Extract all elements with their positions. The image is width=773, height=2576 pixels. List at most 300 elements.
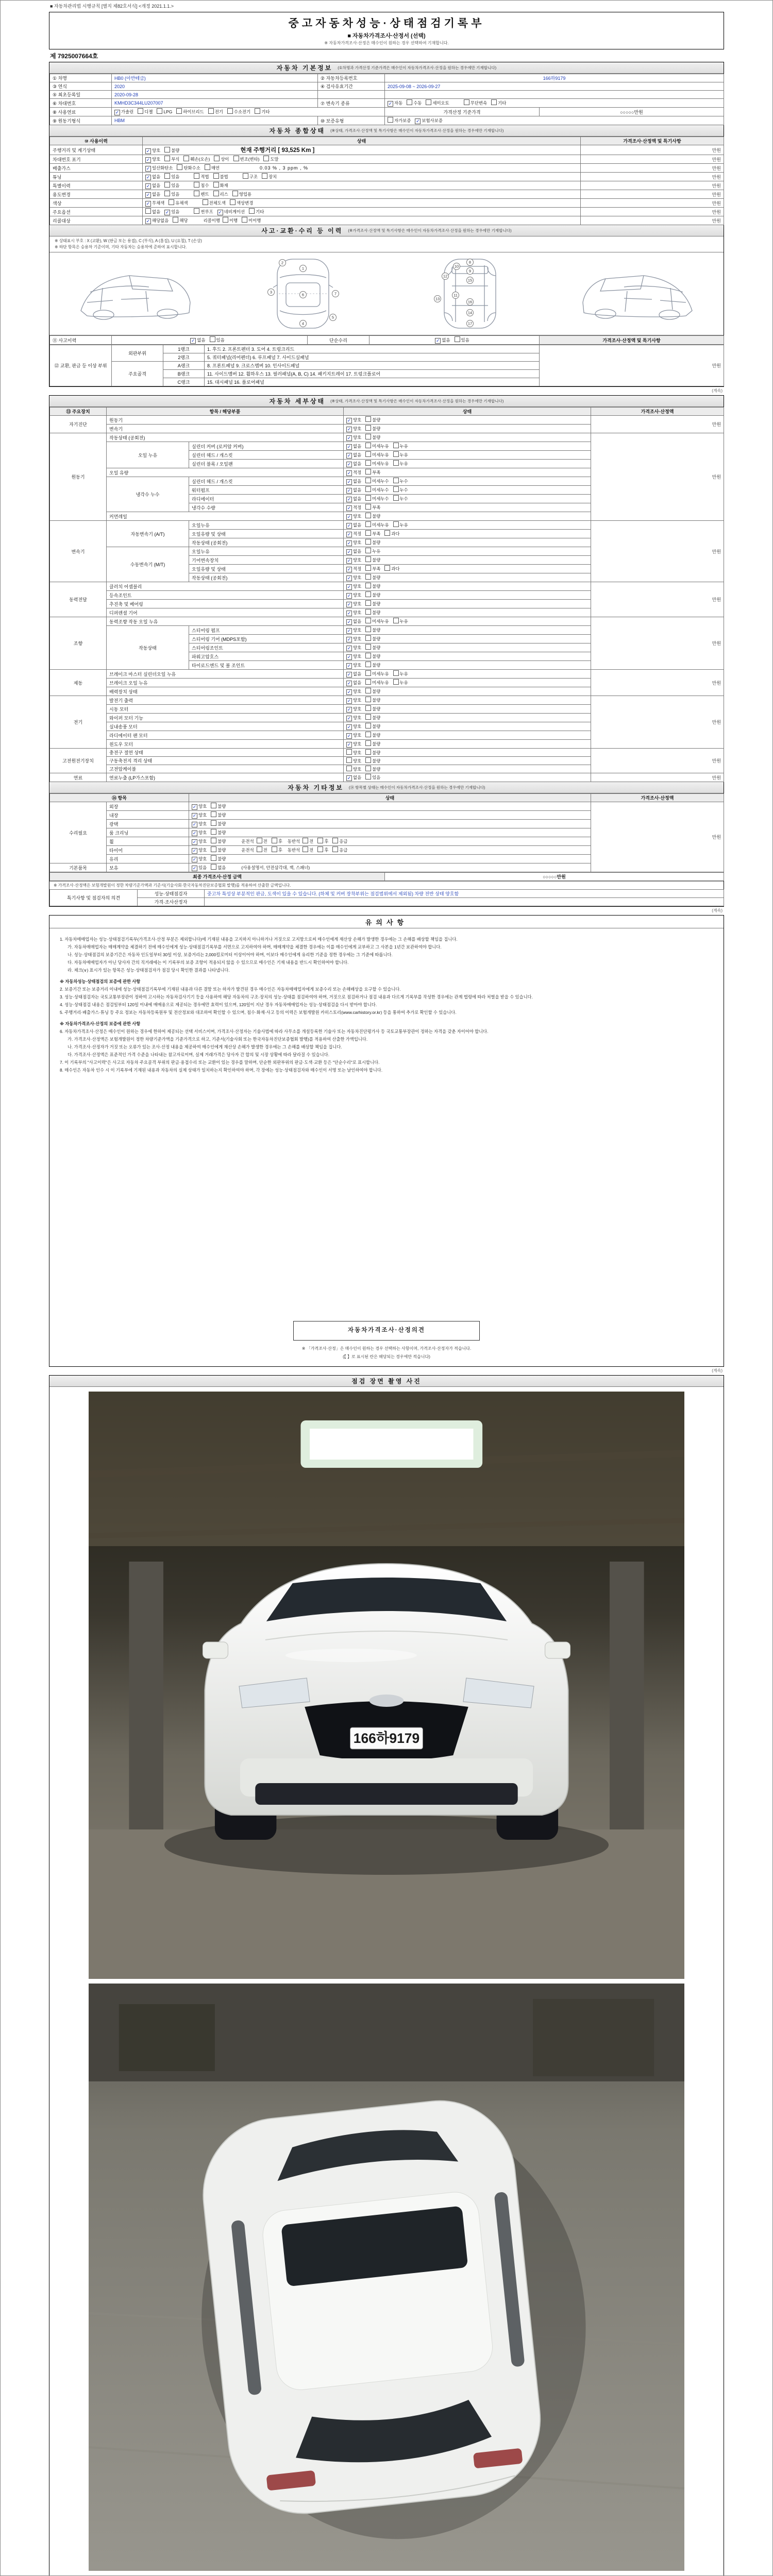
checkbox-box-icon[interactable]: ✓ <box>347 681 351 686</box>
checkbox-box-icon[interactable] <box>365 688 371 693</box>
checkbox-자동[interactable] <box>388 100 402 107</box>
checkbox-box-icon[interactable]: ✓ <box>347 628 351 634</box>
checkbox-box-icon[interactable]: ✓ <box>388 101 393 106</box>
checkbox-box-icon[interactable]: ✓ <box>347 619 351 625</box>
checkbox-box-icon[interactable]: ✓ <box>347 514 351 520</box>
checkbox-box-icon[interactable] <box>183 156 189 161</box>
checkbox-없음[interactable] <box>346 522 361 529</box>
checkbox-없음[interactable] <box>346 478 361 485</box>
checkbox-box-icon[interactable]: ✓ <box>347 637 351 642</box>
checkbox-box-icon[interactable] <box>393 451 399 457</box>
checkbox-box-icon[interactable]: ✓ <box>192 822 197 827</box>
checkbox-없음[interactable] <box>145 182 160 189</box>
checkbox-box-icon[interactable]: ✓ <box>347 497 351 502</box>
checkbox-box-icon[interactable] <box>194 182 199 188</box>
checkbox-box-icon[interactable] <box>365 486 371 492</box>
checkbox-불량[interactable] <box>365 732 380 738</box>
checkbox-box-icon[interactable] <box>365 416 371 422</box>
checkbox-box-icon[interactable] <box>211 855 216 861</box>
checkbox-불량[interactable] <box>365 705 380 712</box>
checkbox-없음[interactable] <box>145 191 160 198</box>
checkbox-box-icon[interactable]: ✓ <box>347 707 351 713</box>
checkbox-box-icon[interactable] <box>393 618 399 623</box>
checkbox-양호[interactable] <box>346 766 361 772</box>
checkbox-box-icon[interactable] <box>211 811 216 817</box>
checkbox-불량[interactable] <box>365 434 380 440</box>
checkbox-적정[interactable] <box>346 469 361 476</box>
checkbox-box-icon[interactable] <box>205 164 210 170</box>
checkbox-box-icon[interactable] <box>365 740 371 746</box>
checkbox-box-icon[interactable] <box>208 108 214 114</box>
checkbox-box-icon[interactable] <box>365 513 371 518</box>
checkbox-box-icon[interactable] <box>365 556 371 562</box>
checkbox-box-icon[interactable] <box>365 618 371 623</box>
checkbox-box-icon[interactable] <box>388 117 393 123</box>
checkbox-없음[interactable] <box>346 452 361 459</box>
checkbox-양호[interactable] <box>346 627 361 634</box>
checkbox-box-icon[interactable] <box>257 846 262 852</box>
checkbox-box-icon[interactable]: ✓ <box>347 654 351 660</box>
checkbox-미세누유[interactable] <box>365 451 389 458</box>
checkbox-부족[interactable] <box>365 469 380 476</box>
checkbox-box-icon[interactable] <box>384 565 390 571</box>
checkbox-없음[interactable] <box>435 337 450 344</box>
checkbox-무채색[interactable] <box>145 200 164 207</box>
checkbox-양호[interactable] <box>346 723 361 730</box>
checkbox-후[interactable] <box>317 846 328 853</box>
checkbox-box-icon[interactable] <box>365 591 371 597</box>
checkbox-불량[interactable] <box>211 838 226 844</box>
checkbox-불량[interactable] <box>365 539 380 546</box>
checkbox-box-icon[interactable] <box>169 199 174 205</box>
checkbox-box-icon[interactable]: ✓ <box>146 175 150 180</box>
checkbox-box-icon[interactable] <box>384 530 390 536</box>
checkbox-box-icon[interactable] <box>211 820 216 826</box>
checkbox-없음[interactable] <box>145 174 160 180</box>
checkbox-누유[interactable] <box>393 618 408 624</box>
checkbox-누유[interactable] <box>393 521 408 528</box>
checkbox-적법[interactable] <box>194 173 209 180</box>
checkbox-화재[interactable] <box>213 182 228 189</box>
checkbox-양호[interactable] <box>192 847 207 854</box>
checkbox-box-icon[interactable] <box>346 749 352 755</box>
checkbox-box-icon[interactable] <box>393 460 399 466</box>
checkbox-box-icon[interactable] <box>173 217 178 223</box>
checkbox-일산화탄소[interactable] <box>145 165 173 172</box>
checkbox-box-icon[interactable] <box>365 469 371 474</box>
checkbox-부족[interactable] <box>365 565 380 572</box>
checkbox-디젤[interactable] <box>138 108 153 115</box>
checkbox-양호[interactable] <box>346 688 361 695</box>
checkbox-box-icon[interactable]: ✓ <box>146 192 150 197</box>
checkbox-불량[interactable] <box>365 757 380 764</box>
checkbox-누유[interactable] <box>393 443 408 449</box>
checkbox-box-icon[interactable] <box>365 434 371 439</box>
checkbox-양호[interactable] <box>346 645 361 651</box>
checkbox-box-icon[interactable]: ✓ <box>347 567 351 572</box>
checkbox-box-icon[interactable]: ✓ <box>115 110 120 115</box>
checkbox-box-icon[interactable] <box>272 838 277 843</box>
checkbox-전[interactable] <box>303 838 313 844</box>
checkbox-box-icon[interactable]: ✓ <box>191 338 195 344</box>
checkbox-box-icon[interactable]: ✓ <box>347 435 351 441</box>
checkbox-불량[interactable] <box>164 147 179 154</box>
checkbox-부족[interactable] <box>365 504 380 511</box>
checkbox-box-icon[interactable]: ✓ <box>347 733 351 739</box>
checkbox-있음[interactable] <box>164 191 179 197</box>
checkbox-box-icon[interactable]: ✓ <box>192 813 197 819</box>
checkbox-적정[interactable] <box>346 566 361 572</box>
checkbox-box-icon[interactable] <box>393 679 399 685</box>
checkbox-box-icon[interactable]: ✓ <box>146 166 150 171</box>
checkbox-box-icon[interactable] <box>365 653 371 658</box>
checkbox-양호[interactable] <box>192 838 207 845</box>
checkbox-box-icon[interactable] <box>393 486 399 492</box>
checkbox-없음[interactable] <box>346 774 361 781</box>
checkbox-box-icon[interactable]: ✓ <box>347 540 351 546</box>
checkbox-box-icon[interactable] <box>164 173 170 179</box>
checkbox-box-icon[interactable] <box>194 173 199 179</box>
checkbox-있음[interactable] <box>455 336 469 343</box>
checkbox-불량[interactable] <box>365 644 380 651</box>
checkbox-box-icon[interactable] <box>365 766 371 771</box>
checkbox-box-icon[interactable] <box>232 191 238 196</box>
checkbox-이행[interactable] <box>223 217 238 224</box>
checkbox-box-icon[interactable] <box>211 829 216 835</box>
checkbox-불량[interactable] <box>211 803 226 809</box>
checkbox-미세누수[interactable] <box>365 495 389 502</box>
checkbox-없음[interactable] <box>346 671 361 677</box>
checkbox-후[interactable] <box>317 838 328 844</box>
checkbox-적정[interactable] <box>346 504 361 511</box>
checkbox-있음[interactable] <box>164 182 179 189</box>
checkbox-불량[interactable] <box>365 609 380 616</box>
checkbox-box-icon[interactable] <box>365 600 371 606</box>
checkbox-box-icon[interactable] <box>426 99 431 105</box>
checkbox-해당[interactable] <box>173 217 188 224</box>
checkbox-양호[interactable] <box>346 636 361 642</box>
checkbox-box-icon[interactable] <box>145 208 151 214</box>
checkbox-box-icon[interactable]: ✓ <box>192 866 197 871</box>
checkbox-box-icon[interactable]: ✓ <box>347 558 351 564</box>
checkbox-box-icon[interactable] <box>211 803 216 808</box>
checkbox-양호[interactable] <box>346 609 361 616</box>
checkbox-훼손(오손)[interactable] <box>183 156 210 162</box>
checkbox-기타[interactable] <box>491 99 506 106</box>
checkbox-양호[interactable] <box>192 821 207 827</box>
checkbox-box-icon[interactable]: ✓ <box>347 584 351 590</box>
checkbox-불량[interactable] <box>365 574 380 581</box>
checkbox-양호[interactable] <box>192 829 207 836</box>
checkbox-하이브리드[interactable] <box>176 108 204 115</box>
checkbox-미세누유[interactable] <box>365 443 389 449</box>
checkbox-box-icon[interactable] <box>393 670 399 676</box>
checkbox-불량[interactable] <box>365 688 380 694</box>
checkbox-box-icon[interactable] <box>365 530 371 536</box>
checkbox-box-icon[interactable] <box>365 443 371 448</box>
checkbox-box-icon[interactable] <box>213 182 219 188</box>
checkbox-있음[interactable] <box>164 209 179 215</box>
checkbox-box-icon[interactable] <box>317 838 323 843</box>
checkbox-box-icon[interactable] <box>365 626 371 632</box>
checkbox-장치[interactable] <box>262 173 277 180</box>
checkbox-기타[interactable] <box>249 208 264 215</box>
checkbox-불량[interactable] <box>365 714 380 721</box>
checkbox-자가보증[interactable] <box>388 117 411 124</box>
checkbox-없음[interactable] <box>346 487 361 494</box>
checkbox-없음[interactable] <box>145 208 160 215</box>
checkbox-box-icon[interactable]: ✓ <box>347 716 351 721</box>
checkbox-box-icon[interactable] <box>176 108 182 114</box>
checkbox-전[interactable] <box>257 838 267 844</box>
checkbox-box-icon[interactable] <box>227 108 233 114</box>
checkbox-전기[interactable] <box>208 108 223 115</box>
checkbox-없음[interactable] <box>346 548 361 555</box>
checkbox-불량[interactable] <box>365 653 380 659</box>
checkbox-box-icon[interactable] <box>455 336 460 342</box>
checkbox-탄화수소[interactable] <box>177 164 200 171</box>
checkbox-box-icon[interactable]: ✓ <box>347 602 351 607</box>
checkbox-box-icon[interactable] <box>365 504 371 510</box>
checkbox-box-icon[interactable] <box>255 108 260 114</box>
checkbox-가솔린[interactable] <box>114 109 133 115</box>
checkbox-양호[interactable] <box>346 426 361 432</box>
checkbox-양호[interactable] <box>346 601 361 607</box>
checkbox-box-icon[interactable] <box>464 99 469 105</box>
checkbox-불량[interactable] <box>365 740 380 747</box>
checkbox-box-icon[interactable] <box>194 191 199 196</box>
checkbox-불량[interactable] <box>365 583 380 589</box>
checkbox-양호[interactable] <box>346 557 361 564</box>
checkbox-box-icon[interactable]: ✓ <box>218 210 222 215</box>
checkbox-box-icon[interactable]: ✓ <box>347 462 351 467</box>
checkbox-box-icon[interactable] <box>393 443 399 448</box>
checkbox-양호[interactable] <box>346 539 361 546</box>
checkbox-색상변경[interactable] <box>230 199 253 206</box>
checkbox-box-icon[interactable] <box>164 182 170 188</box>
checkbox-box-icon[interactable] <box>365 574 371 580</box>
checkbox-불량[interactable] <box>365 635 380 642</box>
checkbox-리스[interactable] <box>213 191 228 197</box>
checkbox-없음[interactable] <box>211 864 226 871</box>
checkbox-box-icon[interactable]: ✓ <box>347 488 351 494</box>
checkbox-없음[interactable] <box>346 618 361 625</box>
checkbox-box-icon[interactable] <box>249 208 255 214</box>
checkbox-box-icon[interactable]: ✓ <box>347 479 351 485</box>
checkbox-box-icon[interactable]: ✓ <box>192 839 197 845</box>
checkbox-적정[interactable] <box>346 531 361 537</box>
checkbox-미세누유[interactable] <box>365 679 389 686</box>
checkbox-box-icon[interactable] <box>262 173 267 179</box>
checkbox-무단변속[interactable] <box>464 99 487 106</box>
checkbox-box-icon[interactable] <box>365 548 371 553</box>
checkbox-box-icon[interactable] <box>365 697 371 702</box>
checkbox-미세누수[interactable] <box>365 478 389 484</box>
checkbox-불량[interactable] <box>365 662 380 668</box>
checkbox-box-icon[interactable]: ✓ <box>146 148 150 154</box>
checkbox-불량[interactable] <box>365 766 380 772</box>
checkbox-누유[interactable] <box>365 548 380 554</box>
checkbox-box-icon[interactable] <box>164 156 170 161</box>
checkbox-box-icon[interactable] <box>365 774 371 779</box>
checkbox-변조(변타)[interactable] <box>233 156 260 162</box>
checkbox-box-icon[interactable]: ✓ <box>146 157 150 162</box>
checkbox-box-icon[interactable]: ✓ <box>347 523 351 529</box>
checkbox-양호[interactable] <box>145 156 160 163</box>
checkbox-미세누유[interactable] <box>365 521 389 528</box>
checkbox-box-icon[interactable]: ✓ <box>436 338 440 344</box>
checkbox-누수[interactable] <box>393 495 408 502</box>
checkbox-후[interactable] <box>272 846 282 853</box>
checkbox-양호[interactable] <box>346 749 361 756</box>
checkbox-box-icon[interactable] <box>346 766 352 771</box>
checkbox-box-icon[interactable] <box>211 838 216 843</box>
checkbox-불량[interactable] <box>365 697 380 703</box>
checkbox-box-icon[interactable] <box>365 670 371 676</box>
checkbox-box-icon[interactable] <box>365 749 371 755</box>
checkbox-box-icon[interactable] <box>272 846 277 852</box>
checkbox-box-icon[interactable]: ✓ <box>192 848 197 854</box>
checkbox-box-icon[interactable]: ✓ <box>347 724 351 730</box>
checkbox-양호[interactable] <box>346 583 361 590</box>
checkbox-box-icon[interactable]: ✓ <box>192 857 197 862</box>
checkbox-양호[interactable] <box>346 434 361 441</box>
checkbox-불량[interactable] <box>365 749 380 756</box>
checkbox-box-icon[interactable] <box>365 521 371 527</box>
checkbox-구조[interactable] <box>243 173 258 180</box>
checkbox-box-icon[interactable] <box>332 846 338 852</box>
checkbox-누수[interactable] <box>393 486 408 493</box>
checkbox-불량[interactable] <box>211 855 226 862</box>
checkbox-box-icon[interactable] <box>365 732 371 737</box>
checkbox-box-icon[interactable] <box>177 164 182 170</box>
checkbox-렌트[interactable] <box>194 191 209 197</box>
checkbox-부족[interactable] <box>365 530 380 537</box>
checkbox-침수[interactable] <box>194 182 209 189</box>
checkbox-box-icon[interactable]: ✓ <box>347 663 351 669</box>
checkbox-box-icon[interactable] <box>365 539 371 545</box>
checkbox-누유[interactable] <box>393 460 408 467</box>
checkbox-box-icon[interactable] <box>365 460 371 466</box>
checkbox-미세누유[interactable] <box>365 670 389 677</box>
checkbox-영업용[interactable] <box>232 191 251 197</box>
checkbox-수동[interactable] <box>407 99 422 106</box>
checkbox-box-icon[interactable] <box>210 336 215 342</box>
checkbox-box-icon[interactable] <box>332 838 338 843</box>
checkbox-전[interactable] <box>303 846 313 853</box>
checkbox-box-icon[interactable] <box>491 99 497 105</box>
checkbox-box-icon[interactable]: ✓ <box>347 418 351 423</box>
checkbox-box-icon[interactable] <box>223 217 228 223</box>
checkbox-전[interactable] <box>257 846 267 853</box>
checkbox-box-icon[interactable] <box>303 838 308 843</box>
checkbox-양호[interactable] <box>346 732 361 739</box>
checkbox-미세누유[interactable] <box>365 460 389 467</box>
checkbox-box-icon[interactable]: ✓ <box>347 672 351 677</box>
checkbox-box-icon[interactable]: ✓ <box>165 210 170 215</box>
checkbox-box-icon[interactable]: ✓ <box>347 593 351 599</box>
checkbox-box-icon[interactable] <box>230 199 236 205</box>
checkbox-불량[interactable] <box>211 846 226 853</box>
checkbox-보험사보증[interactable] <box>415 117 442 124</box>
checkbox-LPG[interactable] <box>157 108 172 114</box>
checkbox-전체도색[interactable] <box>203 199 226 206</box>
checkbox-box-icon[interactable] <box>365 609 371 615</box>
checkbox-과다[interactable] <box>384 530 399 537</box>
checkbox-box-icon[interactable]: ✓ <box>347 698 351 704</box>
checkbox-box-icon[interactable]: ✓ <box>347 742 351 748</box>
checkbox-도말[interactable] <box>263 156 278 162</box>
checkbox-box-icon[interactable]: ✓ <box>347 775 351 781</box>
checkbox-있음[interactable] <box>210 336 225 343</box>
checkbox-box-icon[interactable] <box>393 478 399 483</box>
checkbox-box-icon[interactable] <box>164 147 170 152</box>
checkbox-누유[interactable] <box>393 670 408 677</box>
checkbox-box-icon[interactable] <box>243 173 248 179</box>
checkbox-양호[interactable] <box>145 147 160 154</box>
checkbox-box-icon[interactable] <box>365 635 371 641</box>
checkbox-box-icon[interactable]: ✓ <box>146 201 150 206</box>
checkbox-양호[interactable] <box>346 706 361 713</box>
checkbox-box-icon[interactable] <box>138 108 143 114</box>
checkbox-box-icon[interactable] <box>365 662 371 667</box>
checkbox-세미오토[interactable] <box>426 99 449 106</box>
checkbox-없음[interactable] <box>346 680 361 686</box>
checkbox-불량[interactable] <box>365 416 380 423</box>
checkbox-box-icon[interactable] <box>365 679 371 685</box>
checkbox-양호[interactable] <box>192 812 207 819</box>
checkbox-box-icon[interactable] <box>213 191 219 196</box>
checkbox-box-icon[interactable] <box>233 156 239 161</box>
checkbox-box-icon[interactable]: ✓ <box>347 505 351 511</box>
checkbox-box-icon[interactable] <box>157 108 162 114</box>
checkbox-box-icon[interactable] <box>365 583 371 588</box>
checkbox-box-icon[interactable] <box>213 173 219 179</box>
checkbox-box-icon[interactable] <box>303 846 308 852</box>
checkbox-양호[interactable] <box>346 417 361 423</box>
checkbox-해당없음[interactable] <box>145 217 169 224</box>
checkbox-불량[interactable] <box>365 556 380 563</box>
checkbox-과다[interactable] <box>384 565 399 572</box>
checkbox-box-icon[interactable]: ✓ <box>347 549 351 555</box>
checkbox-box-icon[interactable] <box>365 723 371 728</box>
checkbox-응급[interactable] <box>332 846 347 853</box>
checkbox-box-icon[interactable] <box>365 714 371 720</box>
checkbox-불량[interactable] <box>211 811 226 818</box>
checkbox-양호[interactable] <box>346 715 361 721</box>
checkbox-양호[interactable] <box>346 741 361 748</box>
checkbox-불량[interactable] <box>365 723 380 730</box>
checkbox-썬루프[interactable] <box>194 208 213 215</box>
checkbox-box-icon[interactable] <box>317 846 323 852</box>
checkbox-누유[interactable] <box>393 679 408 686</box>
checkbox-양호[interactable] <box>346 513 361 520</box>
checkbox-매연[interactable] <box>205 164 220 171</box>
checkbox-양호[interactable] <box>346 662 361 669</box>
checkbox-수소전기[interactable] <box>227 108 250 115</box>
checkbox-box-icon[interactable]: ✓ <box>192 831 197 836</box>
checkbox-box-icon[interactable] <box>346 757 352 763</box>
checkbox-box-icon[interactable] <box>365 495 371 501</box>
checkbox-box-icon[interactable] <box>203 199 208 205</box>
checkbox-box-icon[interactable]: ✓ <box>347 575 351 581</box>
checkbox-불량[interactable] <box>365 600 380 607</box>
checkbox-없음[interactable] <box>346 496 361 502</box>
checkbox-box-icon[interactable]: ✓ <box>347 444 351 450</box>
checkbox-box-icon[interactable] <box>214 156 220 161</box>
checkbox-box-icon[interactable] <box>194 208 199 214</box>
checkbox-불량[interactable] <box>365 513 380 519</box>
